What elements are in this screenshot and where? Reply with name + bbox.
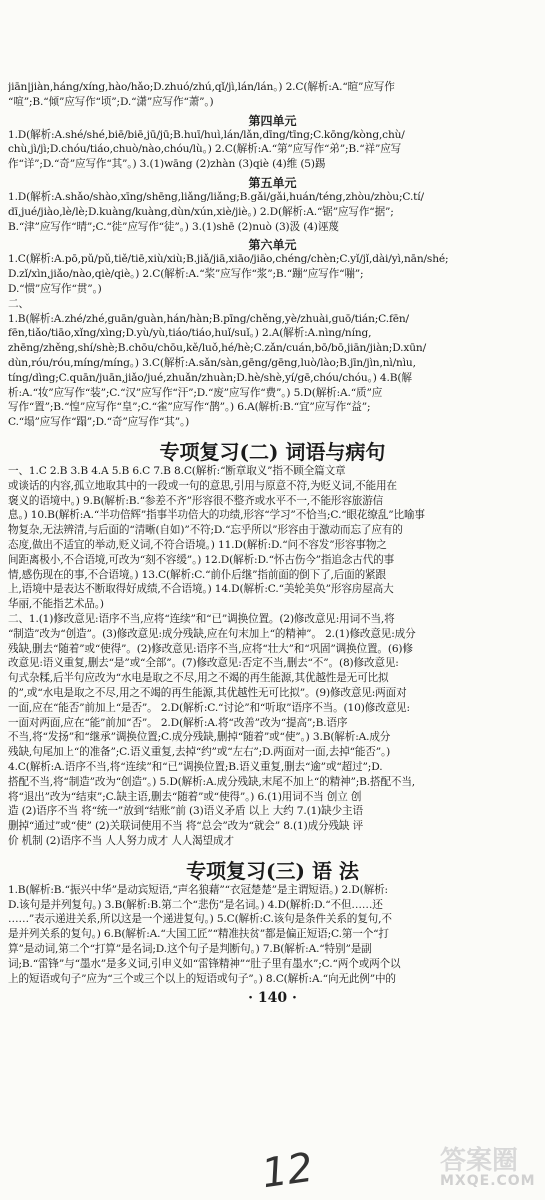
answer-line: 态度,做出不适宜的举动,贬义词,不符合语境。) 11.D(解析:D.“问不容发”形容事物之: [8, 539, 387, 551]
answer-line: 一、1.C 2.B 3.B 4.A 5.B 6.C 7.B 8.C(解析:“断章取义”指不顾全篇文章: [8, 465, 346, 477]
answer-line: 价 机制 (2)语序不当 人人努力成才 人人渴望成才: [8, 835, 234, 847]
answer-line: 改意见:语义重复,删去“是”或“全部”。(7)修改意见:否定不当,删去“不”。(8)修改意见:: [8, 657, 399, 670]
answer-line: 物复杂,无法辨清,与后面的“清晰(自如)”不符;D.“忘乎所以”形容由于激动而忘了应有的: [8, 524, 403, 537]
answer-line: 是并列关系的复句。) 6.B(解析:A.“大国工匠”“精准扶贫”都是偏正短语;C.第一个“打: [8, 928, 389, 941]
answer-line: jiān|jiàn,háng/xíng,hào/hǎo;D.zhuó/zhú,qǐ/jì,lán/lán。) 2.C(解析:A.“暄”应写作: [8, 81, 395, 93]
answer-line: 息。) 10.B(解析:A.“半功倍辉”指事半功倍大的功绩,形容“学习”不恰当;C.“眼花缭乱”比喻事: [8, 509, 425, 522]
answer-line: D.“惯”应写作“贯”。): [8, 283, 102, 295]
answer-line: 一面,应在“能否”前加上“是否”。 2.D(解析:C.“讨论”和“听取”语序不当。(10)修改意见:: [8, 701, 410, 714]
watermark-logo: 答案圈 MXQE.COM: [440, 1146, 536, 1189]
answer-line: zhēng/zhěng,shí/shè;B.chōu/chōu,kě/luǒ,hé/hè;C.zǎn/cuán,bō/bō,jiān/jiàn;D.xūn/: [8, 342, 426, 355]
page-number: · 140 ·: [248, 990, 297, 1007]
answer-line: 1.B(解析:B.“振兴中华”是动宾短语,“声名狼藉”“衣冠楚楚”是主谓短语。) 2.D(解析:: [8, 883, 388, 896]
answer-line: 析:A.“妆”应写作“装”;C.“汉”应写作“汗”;D.“废”应写作“费”。) 5.D(解析:A.“质”应: [8, 386, 383, 399]
answer-line: 不当,将“发扬”和“继承”调换位置;C.成分残缺,删掉“随着”或“使”。) 3.B(解析:A.成分: [8, 731, 391, 744]
answer-line: “喧”;B.“倾”应写作“顷”;D.“潇”应写作“萧”。): [8, 95, 214, 108]
unit-title: 第六单元: [248, 238, 297, 253]
answer-line: dī,jué/jiào,lè/lè;D.kuàng/kuàng,dùn/xún,xiè/jiè。) 2.D(解析:A.“锯”应写作“据”;: [8, 205, 394, 218]
answer-line: 华丽,不能指艺术品。): [8, 598, 104, 611]
answer-line: tíng/dìng;C.quān/juān,jiǎo/jué,zhuǎn/zhuàn;D.hè/shè,yí/gē,chóu/chóu。) 4.B(解: [8, 371, 412, 384]
answer-line: 词;B.“雷锋”与“墨水”是多义词,引申义如“雷锋精神”“肚子里有墨水”;C.“两个或两个以: [8, 957, 401, 970]
answer-line: C.“塌”应写作“蹋”;D.“奇”应写作“其”。): [8, 416, 190, 429]
answer-line: 搭配不当,将“制造”改为“创造”。) 5.D(解析:A.成分残缺,末尾不加上“的精神”;B.搭配不当,: [8, 775, 416, 788]
answer-line: 4.C(解析:A.语序不当,将“连续”和“已”调换位置;B.语义重复,删去“逾”或“超过”;D.: [8, 761, 383, 773]
answer-line: dùn,róu/róu,míng/míng。) 3.C(解析:A.sǎn/sàn,gēng/gēng,luò/lào;B.jīn/jìn,nì/nìu,: [8, 357, 416, 369]
answer-line: chù,jì/jì;D.chóu/tiáo,chuò/nào,chóu/lù。) 2.C(解析:A.“第”应写作“弟”;B.“祥”应写: [8, 143, 402, 156]
answer-line: 1.D(解析:A.shǎo/shào,xīng/shēng,liǎng/liǎng;B.gǎi/gǎi,huán/téng,zhòu/zhòu;C.tí/: [8, 191, 424, 203]
answer-line: D.该句是并列复句。) 3.B(解析:B.第二个“悲伤”是名词。) 4.D(解析:D.“不但……还: [8, 898, 383, 911]
answer-line: “制造”改为“创造”。(3)修改意见:成分残缺,应在句末加上“的精神”。 2.(1)修改意见:成分: [8, 627, 416, 640]
answer-line: 写作“置”;B.“惶”应写作“皇”;C.“雀”应写作“鹊”。) 6.A(解析:B.“宜”应写作“益”;: [8, 401, 371, 414]
answer-line: 造 (2)语序不当 将“统一”放到“结账”前 (3)语义矛盾 以上 大约 7.(1)缺少主语: [8, 805, 363, 818]
answer-line: B.“津”应写作“晴”;C.“徙”应写作“徒”。) 3.(1)shē (2)nuò (3)汲 (4)诬蔑: [8, 220, 339, 233]
answer-line: 上的短语或句子”应为“三个或三个以上的短语或句子”。) 8.C(解析:A.“向无此例”中的: [8, 972, 396, 985]
answer-line: fēn,tiǎo/tiāo,xǐng/xìng;D.yù/yù,tiáo/tiáo,huǐ/suǐ。) 2.A(解析:A.nìng/níng,: [8, 327, 372, 340]
answer-line: 1.C(解析:A.pō,pǔ/pǔ,tiě/tiē,xiù/xiù;B.jiǎ/jiā,xiāo/jiāo,chéng/chèn;C.yǐ/jǐ,dài/yì,nān/shé;: [8, 253, 449, 266]
answer-line: 一面对两面,应在“能”前加“否”。 2.D(解析:A.将“改善”改为“提高”;B.语序: [8, 716, 348, 729]
unit-title: 第四单元: [248, 113, 297, 128]
part-label: 二、: [8, 297, 29, 310]
answer-line: 1.D(解析:A.shé/shé,biē/biē,jū/jū;B.huī/huì,lán/lǎn,dīng/tīng;C.kōng/kòng,chù/: [8, 128, 405, 141]
unit-title: 第五单元: [248, 176, 297, 190]
answer-line: 二、1.(1)修改意见:语序不当,应将“连续”和“已”调换位置。(2)修改意见:用词不当,将: [8, 613, 395, 625]
handwritten-number: 12: [259, 1144, 316, 1198]
answer-line: 算”是动词,第二个“打算”是名词;D.这个句子是判断句。) 7.B(解析:A.“特别”是副: [8, 943, 372, 955]
answer-line: 情,感伤现在的事,不合语境。) 13.C(解析:C.“前仆后继”指前面的倒下了,后面的紧跟: [8, 568, 386, 581]
answer-line: ……”表示递进关系,所以这是一个递进复句。) 5.C(解析:C.该句是条件关系的复句,不: [8, 913, 392, 926]
answer-line: 残缺,句尾加上“的准备”;C.语义重复,去掉“约”或“左右”;D.两面对一面,去掉“能否”。): [8, 746, 391, 759]
answer-line: 上,语境中是表达不断取得好成绩,不合语境。) 14.D(解析:C.“美轮美奂”形容房屋高大: [8, 583, 394, 596]
answer-line: 间距离极小,不合语境,可改为“刻不容缓”。) 12.D(解析:D.“怀古伤今”指追念古代的事: [8, 553, 395, 566]
answer-line: 或谈话的内容,孤立地取其中的一段或一句的意思,引用与原意不符,为贬义词,不能用在: [8, 479, 397, 492]
answer-line: 作“详”;D.“奇”应写作“其”。) 3.(1)wāng (2)zhàn (3)qiè (4)维 (5)踢: [8, 158, 326, 171]
answer-line: D.zǐ/xìn,jiǎo/nào,qiè/qiè。) 2.C(解析:A.“桨”应写作“浆”;B.“蹦”应写作“嘣”;: [8, 268, 364, 281]
answer-line: 1.B(解析:A.zhé/zhé,guān/guàn,hán/hàn;B.pīng/chěng,yè/zhuài,guō/tián;C.fēn/: [8, 312, 409, 325]
answer-line: 的”,或“水电是取之不尽,用之不竭的再生能源,其优越性无可比拟”。(9)修改意见:两面对: [8, 687, 407, 699]
answer-line: 将“退出”改为“结束”;C.缺主语,删去“随着”或“使得”。) 6.(1)用词不当 创立 创: [8, 790, 362, 803]
answer-line: 删掉“通过”或“使” (2)关联词使用不当 将“总会”改为“就会” 8.(1)成分残缺 评: [8, 820, 364, 833]
answer-line: 残缺,删去“随着”或“使得”。(2)修改意见:语序不当,应将“壮大”和“巩固”调换位置。(6)修: [8, 642, 413, 655]
answer-line: 褒义的语境中。) 9.B(解析:B.“参差不齐”形容很不整齐或水平不一,不能形容旅游信: [8, 494, 384, 507]
answer-line: 句式杂糅,后半句应改为“水电是取之不尽,用之不竭的再生能源,其优越性是无可比拟: [8, 672, 389, 685]
section-title: 专项复习(二) 词语与病句: [159, 440, 386, 464]
section-title: 专项复习(三) 语 法: [186, 858, 359, 883]
